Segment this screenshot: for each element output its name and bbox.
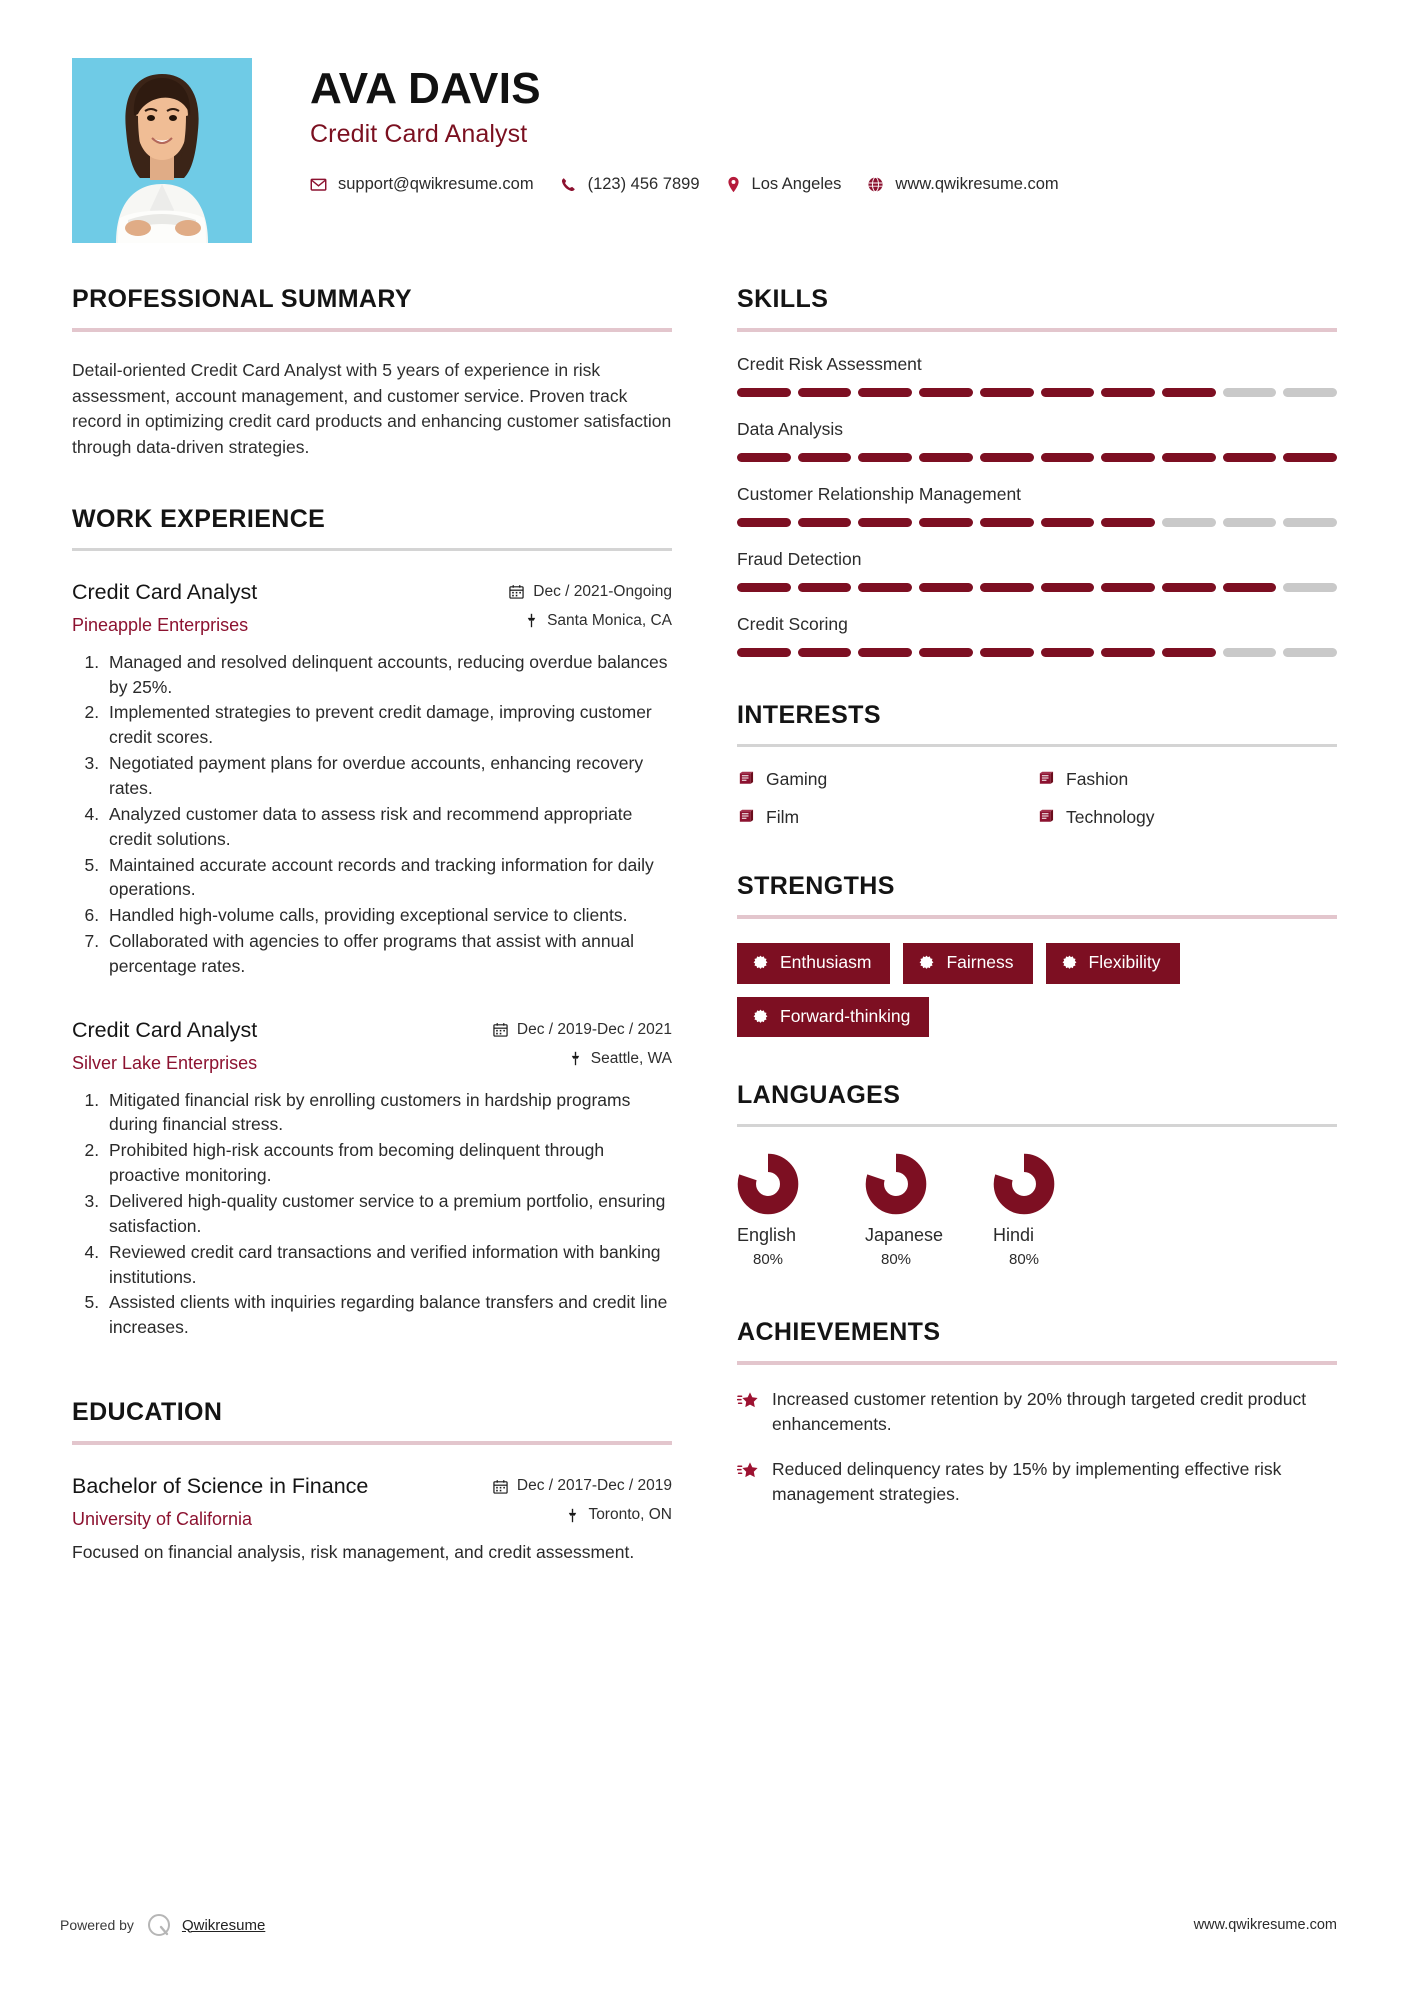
skill-level-bar xyxy=(737,453,1337,462)
interest-label: Film xyxy=(766,807,800,827)
experience-bullet: 5. Assisted clients with inquiries regarding balance transfers and credit line increases. xyxy=(104,1290,672,1340)
contact-email[interactable] xyxy=(310,175,534,194)
interest-label: Gaming xyxy=(766,769,828,789)
interests-rule xyxy=(737,744,1337,747)
skill-dash-filled xyxy=(737,518,791,527)
experience-header xyxy=(72,577,672,636)
calendar-icon xyxy=(493,1022,508,1037)
skill-dash-filled xyxy=(980,648,1034,657)
skill-dash-empty xyxy=(1283,648,1337,657)
map-pin-icon xyxy=(525,613,538,628)
education-date-text: Dec / 2017-Dec / 2019 xyxy=(516,1477,672,1495)
strength-chip xyxy=(737,943,890,984)
left-column xyxy=(72,285,682,1565)
resume-footer xyxy=(0,1912,1407,1938)
achievements-rule xyxy=(737,1361,1337,1365)
experience-header xyxy=(72,1015,672,1074)
experience-date-text: Dec / 2019-Dec / 2021 xyxy=(516,1020,672,1038)
star-icon xyxy=(737,1387,759,1416)
experience-identity xyxy=(72,577,257,636)
experience-bullet: 6. Handled high-volume calls, providing exceptional service to clients. xyxy=(104,903,672,928)
interest-label: Technology xyxy=(1066,807,1155,827)
starburst-icon xyxy=(753,1009,768,1024)
skill-level-bar xyxy=(737,648,1337,657)
skill-dash-filled xyxy=(858,518,912,527)
experience-bullet: 1. Managed and resolved delinquent accounts, reducing overdue balances by 25%. xyxy=(104,650,672,700)
skill-dash-filled xyxy=(1041,453,1095,462)
experience-date-text: Dec / 2021-Ongoing xyxy=(533,582,672,600)
skill-dash-filled xyxy=(737,453,791,462)
skill-dash-filled xyxy=(798,453,852,462)
language-name: English xyxy=(737,1225,797,1245)
language-percent: 80% xyxy=(1008,1251,1040,1268)
candidate-name: AVA DAVIS xyxy=(310,64,541,113)
experience-rule xyxy=(72,548,672,551)
email-icon xyxy=(310,176,327,193)
footer-powered-label: Powered by xyxy=(60,1917,134,1933)
skill-dash-filled xyxy=(919,388,973,397)
experience-bullet-list xyxy=(72,1088,672,1340)
skill-dash-empty xyxy=(1283,583,1337,592)
experience-company: Pineapple Enterprises xyxy=(72,614,249,635)
strength-label: Flexibility xyxy=(1088,952,1161,972)
education-identity xyxy=(72,1471,368,1530)
skill-dash-filled xyxy=(798,388,852,397)
summary-rule xyxy=(72,328,672,332)
contact-website-text: www.qwikresume.com xyxy=(895,175,1059,194)
skill-dash-filled xyxy=(919,648,973,657)
contact-location xyxy=(726,175,842,194)
skills-heading: SKILLS xyxy=(737,285,829,313)
language-donut-chart xyxy=(865,1153,927,1215)
experience-bullet: 4. Analyzed customer data to assess risk and recommend appropriate credit solutions. xyxy=(104,802,672,852)
footer-brand-link[interactable]: Qwikresume xyxy=(181,1916,266,1934)
qwikresume-logo-icon xyxy=(146,1912,172,1938)
location-pin-icon xyxy=(726,176,741,193)
skill-dash-filled xyxy=(1223,583,1277,592)
education-description: Focused on financial analysis, risk management, and credit assessment. xyxy=(72,1541,635,1562)
skill-dash-empty xyxy=(1283,518,1337,527)
achievement-text: Increased customer retention by 20% through targeted credit product enhancements. xyxy=(772,1389,1307,1434)
skill-dash-filled xyxy=(1041,388,1095,397)
interest-item xyxy=(1037,769,1337,790)
skill-dash-filled xyxy=(737,583,791,592)
summary-heading: PROFESSIONAL SUMMARY xyxy=(72,285,412,313)
experience-date xyxy=(493,1021,672,1039)
language-donut-chart xyxy=(737,1153,799,1215)
experience-item xyxy=(72,1015,672,1340)
skill-dash-filled xyxy=(1101,388,1155,397)
skill-dash-filled xyxy=(798,518,852,527)
star-icon xyxy=(737,1457,759,1486)
language-item xyxy=(993,1153,1093,1268)
skill-dash-filled xyxy=(980,453,1034,462)
skill-dash-filled xyxy=(798,648,852,657)
experience-bullet-list xyxy=(72,650,672,979)
header-text xyxy=(252,58,1337,194)
skill-dash-filled xyxy=(919,453,973,462)
language-item xyxy=(865,1153,965,1268)
experience-location xyxy=(509,612,672,630)
globe-icon xyxy=(867,176,884,193)
starburst-icon xyxy=(753,955,768,970)
experience-location-text: Santa Monica, CA xyxy=(547,611,672,629)
experience-location xyxy=(493,1050,672,1068)
experience-bullet: 5. Maintained accurate account records and tracking information for daily operations. xyxy=(104,853,672,903)
starburst-icon xyxy=(1062,955,1077,970)
skill-dash-empty xyxy=(1223,518,1277,527)
experience-meta-group xyxy=(509,577,672,630)
resume-header xyxy=(0,0,1407,243)
strengths-chip-list xyxy=(737,943,1337,1037)
language-donut-chart xyxy=(993,1153,1055,1215)
languages-heading: LANGUAGES xyxy=(737,1081,901,1109)
skill-dash-filled xyxy=(1162,583,1216,592)
map-pin-icon xyxy=(569,1051,582,1066)
book-icon xyxy=(1037,771,1054,788)
contact-row xyxy=(310,175,1337,194)
skill-item xyxy=(737,614,1337,657)
education-heading: EDUCATION xyxy=(72,1398,223,1427)
interest-item xyxy=(737,807,1037,828)
candidate-title: Credit Card Analyst xyxy=(310,120,528,149)
book-icon xyxy=(737,771,754,788)
phone-icon xyxy=(560,176,577,193)
summary-text: Detail-oriented Credit Card Analyst with 5 years of experience in risk assessment, account management, and customer service. Proven track record in optimizing credit card products and enhancing customer satisfaction through data-driven strategies. xyxy=(72,360,672,458)
skill-item xyxy=(737,549,1337,592)
skill-dash-filled xyxy=(858,648,912,657)
interest-item xyxy=(737,769,1037,790)
skill-dash-filled xyxy=(1041,648,1095,657)
education-location xyxy=(493,1506,672,1524)
achievement-item xyxy=(737,1387,1337,1437)
footer-powered-by xyxy=(60,1912,265,1938)
contact-email-text: support@qwikresume.com xyxy=(338,175,534,194)
profile-photo xyxy=(72,58,252,243)
calendar-icon xyxy=(493,1479,508,1494)
experience-bullet: 4. Reviewed credit card transactions and verified information with banking institutions. xyxy=(104,1240,672,1290)
section-achievements xyxy=(737,1318,1337,1506)
profile-photo-illustration xyxy=(72,58,252,243)
contact-location-text: Los Angeles xyxy=(751,175,842,194)
skill-dash-filled xyxy=(980,583,1034,592)
experience-role: Credit Card Analyst xyxy=(72,1017,258,1042)
skill-dash-filled xyxy=(858,388,912,397)
skill-dash-filled xyxy=(798,583,852,592)
experience-bullet: 3. Delivered high-quality customer service to a premium portfolio, ensuring satisfaction. xyxy=(104,1189,672,1239)
skill-dash-filled xyxy=(737,388,791,397)
contact-phone[interactable] xyxy=(560,175,700,194)
strength-label: Forward-thinking xyxy=(780,1005,911,1026)
section-languages xyxy=(737,1081,1337,1268)
skill-item xyxy=(737,484,1337,527)
skill-dash-empty xyxy=(1162,518,1216,527)
strength-label: Enthusiasm xyxy=(780,952,872,972)
skill-item xyxy=(737,419,1337,462)
skill-dash-filled xyxy=(1101,583,1155,592)
resume-body xyxy=(0,243,1407,1565)
experience-bullet: 2. Implemented strategies to prevent credit damage, improving customer credit scores. xyxy=(104,700,672,750)
achievement-item xyxy=(737,1457,1337,1507)
experience-bullet: 7. Collaborated with agencies to offer programs that assist with annual percentage rates. xyxy=(104,929,672,979)
skill-name: Fraud Detection xyxy=(737,549,862,569)
experience-location-text: Seattle, WA xyxy=(590,1049,672,1067)
experience-bullet: 2. Prohibited high-risk accounts from becoming delinquent through proactive monitoring. xyxy=(104,1138,672,1188)
section-education xyxy=(72,1398,672,1565)
skill-name: Data Analysis xyxy=(737,419,844,439)
strength-chip xyxy=(1046,943,1180,984)
skill-dash-filled xyxy=(1101,518,1155,527)
experience-date xyxy=(509,583,672,601)
education-item xyxy=(72,1471,672,1565)
experience-meta-group xyxy=(493,1015,672,1068)
experience-bullet: 3. Negotiated payment plans for overdue accounts, enhancing recovery rates. xyxy=(104,751,672,801)
skill-dash-filled xyxy=(1041,583,1095,592)
skill-dash-filled xyxy=(1162,648,1216,657)
skill-dash-filled xyxy=(1101,453,1155,462)
experience-heading: WORK EXPERIENCE xyxy=(72,504,326,533)
book-icon xyxy=(1037,809,1054,826)
achievements-heading: ACHIEVEMENTS xyxy=(737,1318,941,1346)
section-interests xyxy=(737,701,1337,828)
section-skills xyxy=(737,285,1337,657)
skill-dash-filled xyxy=(1101,648,1155,657)
skill-dash-filled xyxy=(1162,453,1216,462)
skill-dash-filled xyxy=(1162,388,1216,397)
education-location-text: Toronto, ON xyxy=(588,1506,672,1524)
experience-company: Silver Lake Enterprises xyxy=(72,1052,258,1073)
footer-site-url[interactable]: www.qwikresume.com xyxy=(1193,1917,1337,1933)
contact-phone-text: (123) 456 7899 xyxy=(587,175,700,194)
skill-level-bar xyxy=(737,388,1337,397)
strengths-rule xyxy=(737,915,1337,919)
experience-identity xyxy=(72,1015,257,1074)
skill-name: Credit Scoring xyxy=(737,614,848,634)
book-icon xyxy=(737,809,754,826)
skill-dash-empty xyxy=(1223,388,1277,397)
language-percent: 80% xyxy=(752,1251,784,1268)
skill-dash-filled xyxy=(1223,453,1277,462)
languages-rule xyxy=(737,1124,1337,1127)
skill-dash-empty xyxy=(1223,648,1277,657)
right-column xyxy=(682,285,1337,1526)
languages-list xyxy=(737,1153,1337,1268)
interests-grid xyxy=(737,769,1337,828)
skill-dash-filled xyxy=(1283,453,1337,462)
language-name: Hindi xyxy=(993,1225,1035,1245)
strength-chip xyxy=(903,943,1032,984)
strength-label: Fairness xyxy=(946,952,1014,972)
education-rule xyxy=(72,1441,672,1445)
experience-bullet: 1. Mitigated financial risk by enrolling customers in hardship programs during financial stress. xyxy=(104,1088,672,1138)
achievements-list xyxy=(737,1387,1337,1506)
interests-heading: INTERESTS xyxy=(737,701,881,729)
education-school: University of California xyxy=(72,1508,253,1529)
skill-dash-filled xyxy=(1041,518,1095,527)
skill-name: Customer Relationship Management xyxy=(737,484,1022,504)
section-professional-summary xyxy=(72,285,672,461)
interest-label: Fashion xyxy=(1066,769,1129,789)
interest-item xyxy=(1037,807,1337,828)
education-degree: Bachelor of Science in Finance xyxy=(72,1474,369,1499)
education-header xyxy=(72,1471,672,1530)
section-strengths xyxy=(737,872,1337,1037)
contact-website[interactable] xyxy=(867,175,1058,194)
skill-dash-filled xyxy=(919,518,973,527)
skill-dash-filled xyxy=(980,518,1034,527)
map-pin-icon xyxy=(566,1508,579,1523)
skill-item xyxy=(737,354,1337,397)
language-item xyxy=(737,1153,837,1268)
starburst-icon xyxy=(919,955,934,970)
experience-item xyxy=(72,577,672,979)
experience-role: Credit Card Analyst xyxy=(72,579,258,604)
skill-name: Credit Risk Assessment xyxy=(737,354,922,374)
skill-dash-empty xyxy=(1283,388,1337,397)
achievement-text: Reduced delinquency rates by 15% by implementing effective risk management strategies. xyxy=(772,1458,1282,1504)
skill-dash-filled xyxy=(858,583,912,592)
strengths-heading: STRENGTHS xyxy=(737,872,895,900)
skill-level-bar xyxy=(737,518,1337,527)
skill-dash-filled xyxy=(919,583,973,592)
section-work-experience xyxy=(72,505,672,1340)
education-date xyxy=(493,1477,672,1495)
skills-rule xyxy=(737,328,1337,332)
language-name: Japanese xyxy=(865,1225,944,1245)
skill-dash-filled xyxy=(858,453,912,462)
language-percent: 80% xyxy=(880,1251,912,1268)
strength-chip xyxy=(737,997,929,1038)
skill-dash-filled xyxy=(980,388,1034,397)
calendar-icon xyxy=(509,584,524,599)
skill-dash-filled xyxy=(737,648,791,657)
skill-level-bar xyxy=(737,583,1337,592)
education-meta-group xyxy=(493,1471,672,1524)
